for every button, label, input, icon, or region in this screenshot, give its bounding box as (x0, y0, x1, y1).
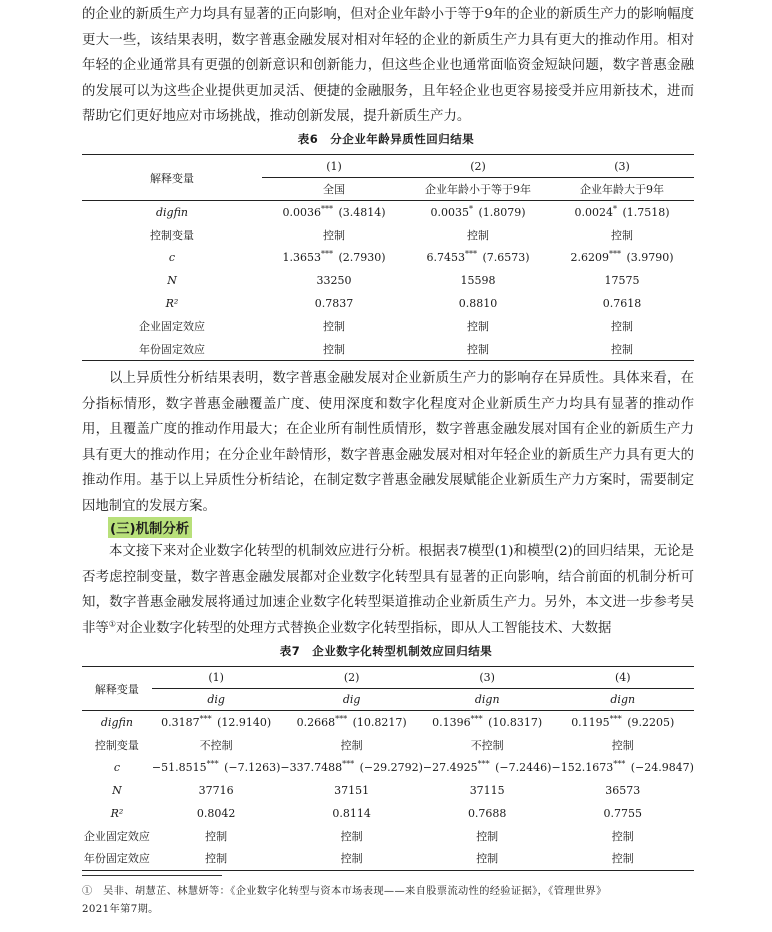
table-7-model: (3) (423, 667, 552, 689)
table-6-group: 企业年龄大于9年 (550, 178, 694, 201)
table-cell (423, 779, 552, 802)
table-cell (262, 292, 406, 315)
table-cell (280, 711, 423, 734)
t-statistic: (−29.2792) (359, 761, 423, 775)
table-cell (152, 734, 281, 757)
table-cell (423, 756, 552, 779)
table-row (82, 315, 694, 338)
table-row (82, 734, 694, 757)
t-statistic: (2.7930) (338, 251, 386, 265)
row-label: 年份固定效应 (82, 338, 262, 361)
table-7-depvar: dign (551, 689, 694, 711)
row-label: c (113, 761, 120, 775)
cell-value: 控制 (611, 343, 633, 357)
row-label: 控制变量 (94, 739, 139, 753)
table-cell (551, 756, 694, 779)
significance-stars: *** (470, 714, 483, 724)
cell-value: 控制 (323, 320, 345, 334)
row-label: 企业固定效应 (83, 829, 150, 843)
table-cell (280, 734, 423, 757)
significance-stars: * (612, 204, 617, 214)
significance-stars: *** (477, 759, 490, 769)
table-cell (423, 824, 552, 847)
table-7-depvar: dig (152, 689, 281, 711)
table-cell (280, 756, 423, 779)
table-cell (423, 847, 552, 870)
significance-stars: *** (342, 759, 355, 769)
body-paragraph-1: 的企业的新质生产力均具有显著的正向影响，但对企业年龄小于等于9年的企业的新质生产力的影响幅度更大一些，该结果表明，数字普惠金融发展对相对年轻的企业的新质生产力具有更大的推动作用。相对年轻的企业通常具有更强的创新意识和创新能力，但这些企业也通常面临资金短缺问题，数字普惠金融的发展可以为这些企业提供更加灵活、便捷的金融服务，且年轻企业也更容易接受并应用新技术，进而帮助它们更好地应对市场挑战，推动创新发展，提升新质生产力。 (82, 7, 694, 125)
table-cell (152, 779, 281, 802)
cell-value: 控制 (340, 739, 363, 753)
table-cell (406, 269, 550, 292)
cell-value: 不控制 (199, 739, 233, 753)
table-cell (550, 292, 694, 315)
cell-value: 控制 (467, 320, 489, 334)
table-row (82, 201, 694, 224)
cell-value: 36573 (605, 783, 641, 797)
row-label: digfin (155, 205, 189, 219)
row-label: R² (110, 806, 124, 820)
table-6-model: (2) (406, 155, 550, 178)
table-7-model: (4) (551, 667, 694, 689)
table-7-body (82, 711, 694, 871)
table-cell (551, 824, 694, 847)
table-row (82, 338, 694, 361)
table-row (82, 711, 694, 734)
body-paragraph-3-part-a: 本文接下来对企业数字化转型的机制效应进行分析。根据表7模型(1)和模型(2)的回归结果，无论是否考虑控制变量，数字普惠金融发展都对企业数字化转型具有显著的正向影响，结合前面的机制分析可知，数字普惠金融发展将通过加速企业数字化转型渠道推动企业新质生产力。另外，本文进一步参考吴非等 (82, 544, 694, 636)
table-7-depvar: dign (423, 689, 552, 711)
table-cell (262, 224, 406, 247)
table-cell (550, 246, 694, 269)
cell-value: 0.8810 (458, 296, 498, 310)
table-cell (280, 847, 423, 870)
cell-value: −51.8515 (151, 761, 207, 775)
t-statistic: (3.4814) (338, 205, 386, 219)
t-statistic: (7.6573) (482, 251, 530, 265)
table-cell (280, 824, 423, 847)
row-label: N (112, 783, 122, 797)
cell-value: 控制 (205, 852, 228, 866)
table-cell (152, 756, 281, 779)
row-label: 年份固定效应 (82, 847, 152, 870)
cell-value: 控制 (205, 829, 228, 843)
table-6-group: 企业年龄小于等于9年 (406, 178, 550, 201)
table-row (82, 756, 694, 779)
table-row (82, 824, 694, 847)
table-6-body (82, 201, 694, 361)
table-cell (280, 802, 423, 825)
t-statistic: (3.9790) (626, 251, 674, 265)
table-cell (551, 734, 694, 757)
cell-value: 控制 (467, 229, 489, 243)
t-statistic: (−7.2446) (495, 761, 552, 775)
table-cell (152, 802, 281, 825)
cell-value: 控制 (323, 229, 345, 243)
cell-value: 0.1195 (571, 715, 610, 729)
table-cell (551, 802, 694, 825)
t-statistic: (12.9140) (217, 715, 272, 729)
cell-value: 0.0024 (574, 205, 613, 219)
section-heading: (三)机制分析 (108, 517, 192, 538)
row-label: c (168, 251, 176, 265)
significance-stars: *** (320, 204, 333, 214)
row-label: N (167, 274, 177, 288)
cell-value: 0.0035 (430, 205, 469, 219)
table-cell (550, 338, 694, 361)
significance-stars: *** (609, 714, 622, 724)
cell-value: 17575 (604, 274, 640, 288)
t-statistic: (−24.9847) (630, 761, 694, 775)
t-statistic: (1.7518) (622, 205, 670, 219)
cell-value: 37115 (469, 783, 505, 797)
t-statistic: (9.2205) (627, 715, 675, 729)
row-label: 企业固定效应 (139, 320, 205, 334)
table-cell (406, 315, 550, 338)
cell-value: 控制 (611, 829, 634, 843)
table-row (82, 224, 694, 247)
cell-value: 2.6209 (570, 251, 609, 265)
cell-value: 控制 (323, 343, 345, 357)
t-statistic: (10.8217) (352, 715, 407, 729)
cell-value: 控制 (611, 739, 634, 753)
table-cell (152, 711, 281, 734)
cell-value: 控制 (476, 829, 499, 843)
table-cell (550, 315, 694, 338)
cell-value: 控制 (340, 829, 363, 843)
table-row (82, 847, 694, 870)
significance-stars: *** (199, 714, 212, 724)
table-7 (82, 666, 694, 871)
table-cell (550, 269, 694, 292)
table-cell (551, 711, 694, 734)
footnote-line-2: 2021年第7期。 (82, 904, 159, 915)
cell-value: 控制 (340, 852, 363, 866)
footnote-line-1: ① 吴非、胡慧芷、林慧妍等：《企业数字化转型与资本市场表现——来自股票流动性的经验证据》，《管理世界》 (82, 886, 607, 897)
table-6-group: 全国 (262, 178, 406, 201)
body-paragraph-2: 以上异质性分析结果表明，数字普惠金融发展对企业新质生产力的影响存在异质性。具体来看，在分指标情形，数字普惠金融覆盖广度、使用深度和数字化程度对企业新质生产力均具有显著的推动作用，且覆盖广度的推动作用最大；在企业所有制性质情形，数字普惠金融发展对国有企业的新质生产力具有更大的推动作用；在分企业年龄情形，数字普惠金融发展对相对年轻企业的新质生产力具有更大的推动作用。基于以上异质性分析结论，在制定数字普惠金融发展赋能企业新质生产力方案时，需要制定因地制宜的发展方案。 (82, 371, 694, 514)
cell-value: 37716 (198, 783, 234, 797)
table-row (82, 246, 694, 269)
cell-value: 0.7688 (467, 806, 507, 820)
table-cell (262, 315, 406, 338)
cell-value: 0.2668 (296, 715, 336, 729)
table-cell (406, 246, 550, 269)
table-cell (423, 802, 552, 825)
row-label: digfin (100, 715, 133, 729)
table-cell (262, 338, 406, 361)
table-cell (406, 338, 550, 361)
cell-value: 控制 (611, 320, 633, 334)
table-cell (406, 224, 550, 247)
table-cell (262, 246, 406, 269)
body-paragraph-3 (82, 539, 694, 641)
table-cell (550, 201, 694, 224)
significance-stars: *** (613, 759, 626, 769)
table-7-model: (1) (152, 667, 281, 689)
cell-value: 控制 (467, 343, 489, 357)
body-paragraph-3-part-b: 对企业数字化转型的处理方式替换企业数字化转型指标，即从人工智能技术、大数据 (115, 620, 612, 636)
row-label: 控制变量 (150, 229, 194, 243)
table-7-header-var: 解释变量 (82, 667, 152, 711)
cell-value: 6.7453 (426, 251, 465, 265)
table-cell (551, 779, 694, 802)
table-7-depvar: dig (280, 689, 423, 711)
table-6-header-var: 解释变量 (82, 155, 262, 201)
table-cell (152, 824, 281, 847)
table-cell (280, 779, 423, 802)
table-cell (551, 847, 694, 870)
t-statistic: (10.8317) (488, 715, 543, 729)
table-6-caption: 表6 分企业年龄异质性回归结果 (297, 132, 475, 146)
table-row (82, 779, 694, 802)
cell-value: 0.7618 (602, 296, 642, 310)
significance-stars: * (468, 204, 473, 214)
table-6-model: (3) (550, 155, 694, 178)
significance-stars: *** (320, 249, 333, 259)
cell-value: 0.7755 (603, 806, 642, 820)
table-cell (262, 269, 406, 292)
cell-value: 33250 (316, 274, 352, 288)
row-label: R² (165, 296, 179, 310)
table-cell (550, 224, 694, 247)
table-6 (82, 154, 694, 361)
table-cell (423, 734, 552, 757)
cell-value: −27.4925 (422, 761, 478, 775)
t-statistic: (−7.1263) (224, 761, 281, 775)
significance-stars: *** (206, 759, 219, 769)
cell-value: 1.3653 (282, 251, 321, 265)
cell-value: 0.0036 (282, 205, 321, 219)
cell-value: 0.8042 (196, 806, 236, 820)
cell-value: 控制 (611, 852, 634, 866)
cell-value: 15598 (460, 274, 496, 288)
table-6-model: (1) (262, 155, 406, 178)
cell-value: 0.7837 (314, 296, 354, 310)
table-7-caption: 表7 企业数字化转型机制效应回归结果 (279, 644, 493, 658)
cell-value: 0.8114 (332, 806, 371, 820)
table-7-model: (2) (280, 667, 423, 689)
cell-value: 不控制 (470, 739, 504, 753)
cell-value: 37151 (334, 783, 370, 797)
cell-value: 0.1396 (432, 715, 471, 729)
table-row (82, 292, 694, 315)
significance-stars: *** (608, 249, 621, 259)
cell-value: 控制 (476, 852, 499, 866)
cell-value: 0.3187 (161, 715, 200, 729)
table-cell (423, 711, 552, 734)
cell-value: −152.1673 (551, 761, 614, 775)
table-cell (406, 292, 550, 315)
table-cell (152, 847, 281, 870)
footnote-rule (82, 875, 222, 876)
footnote-marker: ① (108, 619, 116, 629)
cell-value: 控制 (611, 229, 633, 243)
table-cell (262, 201, 406, 224)
table-row (82, 802, 694, 825)
significance-stars: *** (464, 249, 477, 259)
significance-stars: *** (335, 714, 348, 724)
t-statistic: (1.8079) (478, 205, 526, 219)
table-row (82, 269, 694, 292)
table-cell (406, 201, 550, 224)
cell-value: −337.7488 (280, 761, 343, 775)
